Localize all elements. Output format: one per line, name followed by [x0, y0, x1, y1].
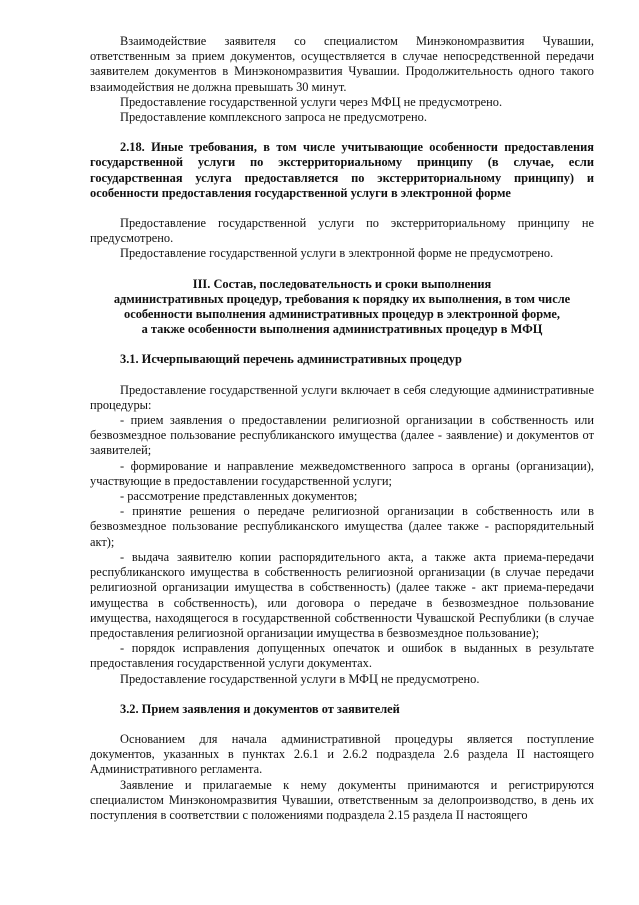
paragraph: Предоставление государственной услуги включает в себя следующие административные процедуры: [90, 382, 594, 412]
section-heading-3-2: 3.2. Прием заявления и документов от заявителей [120, 701, 400, 716]
chapter-heading-line: а также особенности выполнения административных процедур в МФЦ [141, 322, 543, 337]
chapter-heading-line: III. Состав, последовательность и сроки выполнения [192, 276, 492, 291]
paragraph: Предоставление государственной услуги по экстерриториальному принципу не предусмотрено. [90, 216, 594, 246]
paragraph: Взаимодействие заявителя со специалистом Минэкономразвития Чувашии, ответственным за прием документов, осуществляется в случае непосредственной передачи заявителем документов в Минэкономразвития Чувашии. Продолжительность одного такого взаимодействия не должна превышать 30 минут. [90, 34, 594, 94]
paragraph: Заявление и прилагаемые к нему документы принимаются и регистрируются специалистом Минэкономразвития Чувашии, ответственным за делопроизводство, в день их поступления в соответствии с положениями подраздела 2.15 раздела II настоящего [90, 777, 594, 822]
paragraph: Основанием для начала административной процедуры является поступление документов, указанных в пунктах 2.6.1 и 2.6.2 подраздела 2.6 раздела II настоящего Административного регламента. [90, 731, 594, 777]
chapter-heading-line: особенности выполнения административных процедур в электронной форме, [124, 307, 560, 322]
list-item: - выдача заявителю копии распорядительного акта, а также акта приема-передачи республиканского имущества в собственность религиозной организации (в случае передачи религиозной организации имущества в собственность) (далее также - акт приема-передачи имущества в собственность), или договора о передаче в безвозмездное пользование имущества, находящегося в государственной собственности Чувашской Республики (в случае предоставления религиозной организации имущества в безвозмездное пользование); [90, 549, 594, 640]
section-heading-3-1: 3.1. Исчерпывающий перечень административных процедур [120, 352, 462, 367]
list-item: - формирование и направление межведомственного запроса в органы (организации), участвующие в предоставлении государственной услуги; [90, 458, 594, 488]
list-item: - рассмотрение представленных документов; [120, 489, 358, 504]
paragraph: Предоставление комплексного запроса не предусмотрено. [120, 110, 427, 125]
paragraph: Предоставление государственной услуги в МФЦ не предусмотрено. [120, 671, 480, 686]
section-heading-2-18: 2.18. Иные требования, в том числе учитывающие особенности предоставления государственной услуги по экстерриториальному принципу (в случае, если государственная услуга предоставляется по экстерриториальному принципу) и особенности предоставления государственной услуги в электронной форме [90, 140, 594, 200]
list-item: - прием заявления о предоставлении религиозной организации в собственность или безвозмездное пользование республиканского имущества (далее - заявление) и документов от заявителей; [90, 413, 594, 458]
paragraph: Предоставление государственной услуги в электронной форме не предусмотрено. [120, 246, 554, 261]
paragraph: Предоставление государственной услуги через МФЦ не предусмотрено. [120, 94, 503, 109]
chapter-heading-line: административных процедур, требования к порядку их выполнения, в том числе [113, 291, 571, 306]
list-item: - принятие решения о передаче религиозной организации в собственность или в безвозмездное пользование республиканского имущества (далее также - распорядительный акт); [90, 504, 594, 549]
list-item: - порядок исправления допущенных опечаток и ошибок в выданных в результате предоставления государственной услуги документах. [90, 641, 594, 671]
